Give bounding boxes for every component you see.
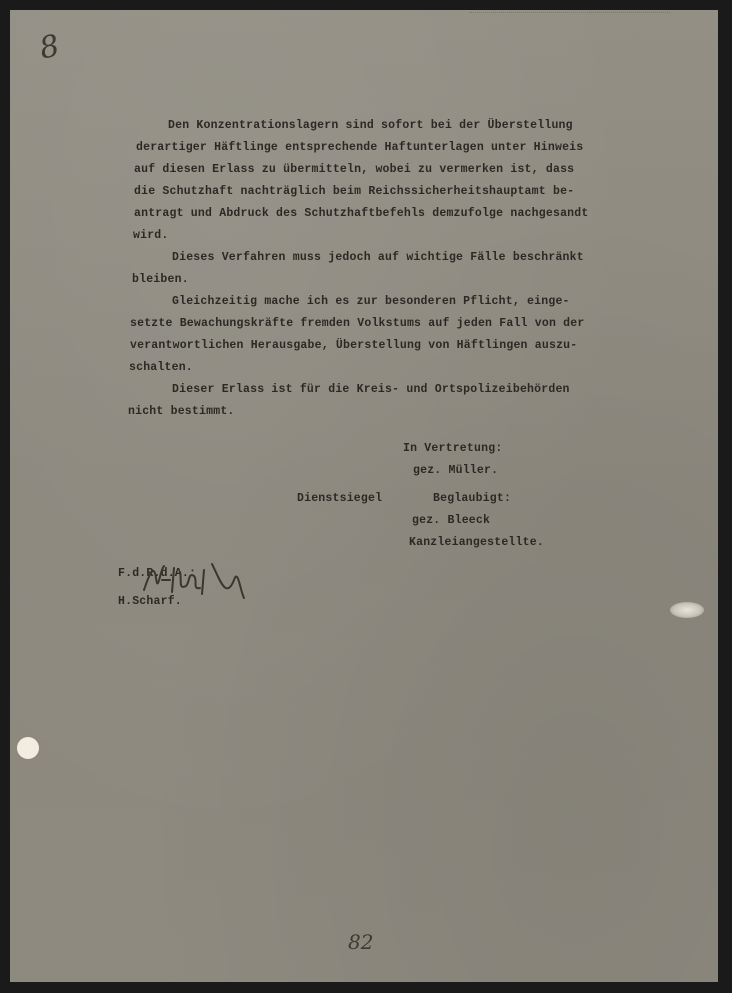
- kanzleiangestellte-label: Kanzleiangestellte.: [409, 536, 544, 549]
- gez-mueller: gez. Müller.: [413, 464, 499, 477]
- in-vertretung-label: In Vertretung:: [403, 442, 503, 455]
- body-line: Gleichzeitig mache ich es zur besonderen Pflicht, einge-: [172, 295, 570, 308]
- punch-hole: [17, 737, 39, 759]
- body-line: derartiger Häftlinge entsprechende Haftunterlagen unter Hinweis: [136, 141, 584, 154]
- body-line: Dieser Erlass ist für die Kreis- und Ortspolizeibehörden: [172, 383, 570, 396]
- body-line: bleiben.: [132, 273, 189, 286]
- fdra-label: F.d.R.d.A.:: [118, 567, 197, 580]
- dienstsiegel-label: Dienstsiegel: [297, 492, 383, 505]
- body-line: nicht bestimmt.: [128, 405, 235, 418]
- body-line: Den Konzentrationslagern sind sofort bei der Überstellung: [168, 119, 573, 132]
- body-line: schalten.: [129, 361, 193, 374]
- body-line: Dieses Verfahren muss jedoch auf wichtige Fälle beschränkt: [172, 251, 584, 264]
- document-page: [10, 10, 718, 982]
- faint-archive-stamp: [470, 12, 670, 23]
- archive-mark-top-left: 8: [36, 28, 63, 67]
- body-line: setzte Bewachungskräfte fremden Volkstums auf jeden Fall von der: [130, 317, 585, 330]
- paper-tear: [670, 602, 704, 618]
- beglaubigt-label: Beglaubigt:: [433, 492, 512, 505]
- body-line: die Schutzhaft nachträglich beim Reichssicherheitshauptamt be-: [134, 185, 575, 198]
- body-line: auf diesen Erlass zu übermitteln, wobei zu vermerken ist, dass: [134, 163, 575, 176]
- gez-bleeck: gez. Bleeck: [412, 514, 491, 527]
- scharf-name: H.Scharf.: [118, 595, 182, 608]
- body-line: antragt und Abdruck des Schutzhaftbefehls demzufolge nachgesandt: [134, 207, 589, 220]
- body-line: verantwortlichen Herausgabe, Überstellung von Häftlingen auszu-: [130, 339, 578, 352]
- page-number: 82: [348, 930, 374, 954]
- body-line: wird.: [133, 229, 169, 242]
- handwritten-signature: [130, 550, 260, 610]
